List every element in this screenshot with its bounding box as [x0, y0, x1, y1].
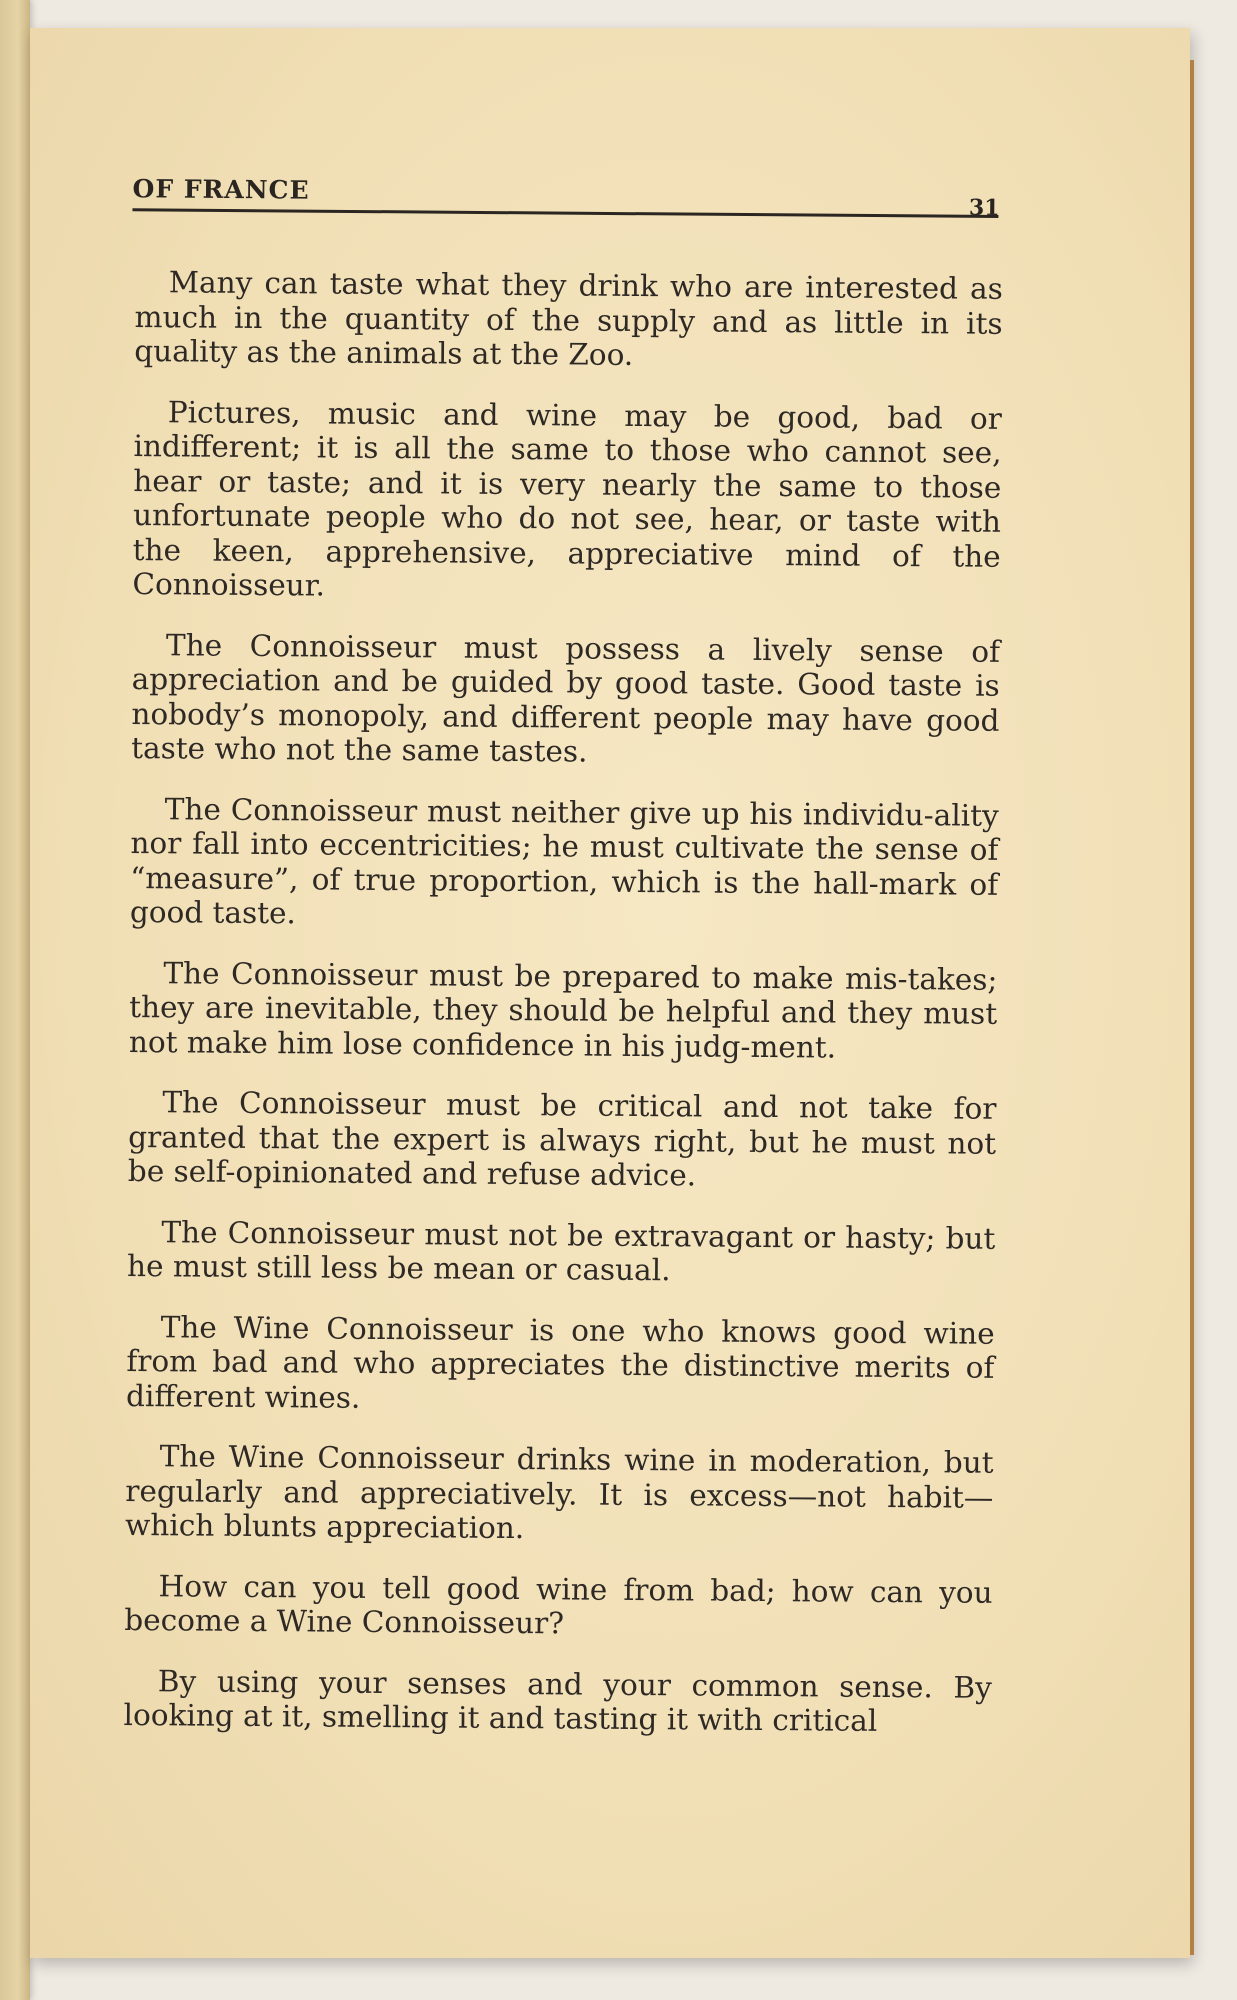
- paragraph: The Wine Connoisseur drinks wine in moderation, but regularly and appreciatively. It is excess—not habit—which blunts appreciation.: [124, 1439, 994, 1546]
- page-header: [103, 140, 1000, 222]
- paragraph: The Connoisseur must be prepared to make mis-takes; they are inevitable, they should be helpful and they must not make him lose confidence in his judg-ment.: [128, 955, 998, 1065]
- paragraph: By using your senses and your common sense. By looking at it, smelling it and tasting it with critical: [123, 1663, 992, 1738]
- paragraph: Many can taste what they drink who are interested as much in the quantity of the supply and as little in its quality as the animals at the Zoo.: [134, 265, 1003, 372]
- body-text: [123, 265, 1003, 1765]
- book-spine-edge: [0, 0, 30, 2000]
- paragraph: The Wine Connoisseur is one who knows good wine from bad and who appreciates the distinctive merits of different wines.: [125, 1309, 995, 1415]
- page-number: 31: [968, 194, 1000, 222]
- running-head: OF FRANCE: [132, 174, 310, 205]
- paragraph: The Connoisseur must not be extravagant or hasty; but he must still less be mean or casual.: [127, 1214, 996, 1288]
- paragraph: Pictures, music and wine may be good, bad or indifferent; it is all the same to those who cannot see, hear or taste; and it is very nearly the same to those unfortunate people who do not see, hear, or taste with the keen, apprehensive, appreciative mind of the Connoisseur.: [132, 394, 1002, 603]
- paragraph: How can you tell good wine from bad; how can you become a Wine Connoisseur?: [124, 1568, 993, 1641]
- paragraph: The Connoisseur must neither give up his individu-ality nor fall into eccentricities; he must cultivate the sense of “measure”, of true proportion, which is the hall-mark of good taste.: [129, 791, 999, 931]
- paragraph: The Connoisseur must be critical and not take for granted that the expert is always right, but he must not be self-opinionated and refuse advice.: [127, 1085, 997, 1193]
- paragraph: The Connoisseur must possess a lively sense of appreciation and be guided by good taste. Good taste is nobody’s monopoly, and different people may have good taste who not the same tastes.: [131, 627, 1001, 769]
